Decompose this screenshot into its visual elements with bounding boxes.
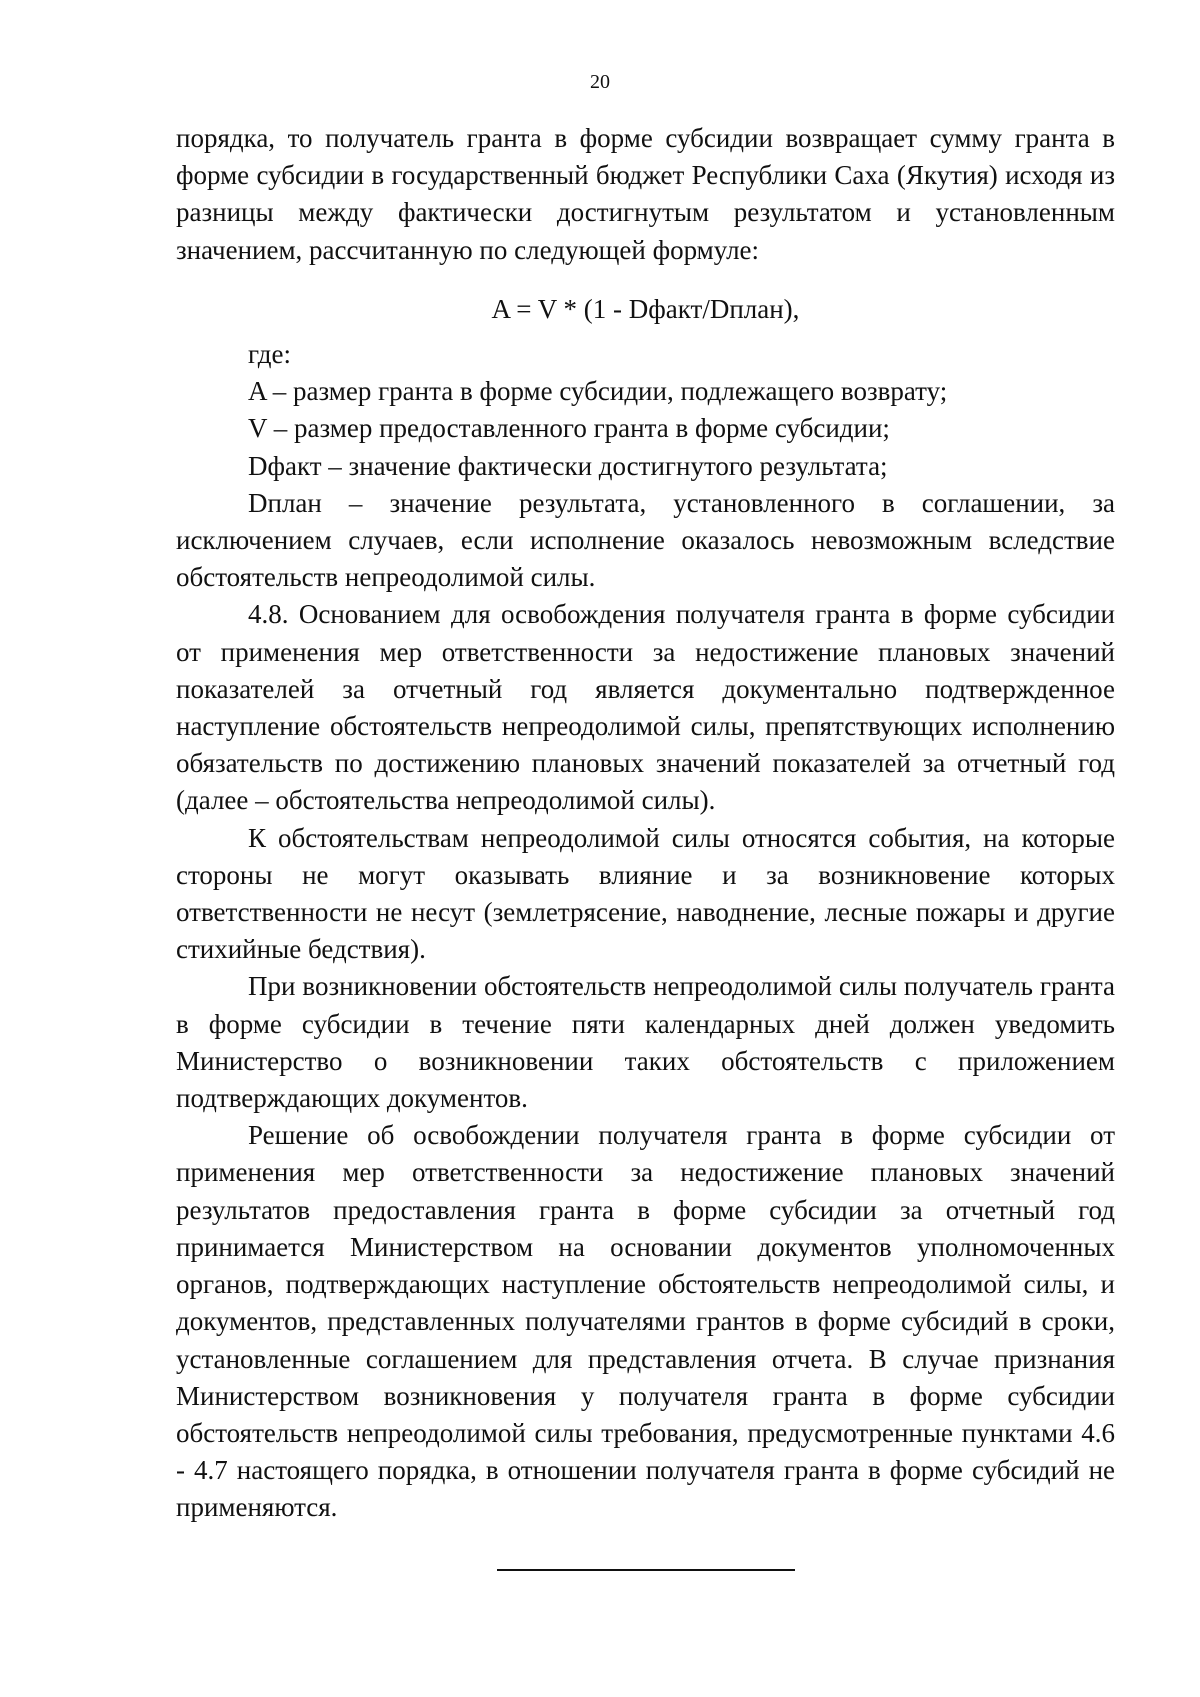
definition-d-fact: Dфакт – значение фактически достигнутого результата; (248, 450, 888, 481)
formula-where-label: где: (248, 339, 291, 370)
definition-a: A – размер гранта в форме субсидии, подлежащего возврату; (248, 376, 948, 407)
definition-d-plan: Dплан – значение результата, установленного в соглашении, за исключением случаев, если исполнение оказалось невозможным вследствие обстоятельств непреодолимой силы. (176, 487, 1115, 593)
page-number: 20 (590, 71, 610, 93)
paragraph-release-decision: Решение об освобождении получателя гранта в форме субсидии от применения мер ответственности за недостижение плановых значений результатов предоставления гранта в форме субсидии за отчетный год принимается Министерством на основании документов уполномоченных органов, подтверждающих наступление обстоятельств непреодолимой силы, и документов, представленных получателями грантов в форме субсидий в сроки, установленные соглашением для представления отчета. В случае признания Министерством возникновения у получателя гранта в форме субсидии обстоятельств непреодолимой силы требования, предусмотренные пунктами 4.6 - 4.7 настоящего порядка, в отношении получателя гранта в форме субсидий не применяются. (176, 1120, 1115, 1523)
document-body (176, 120, 1115, 1527)
paragraph-force-majeure-events: К обстоятельствам непреодолимой силы относятся события, на которые стороны не могут оказывать влияние и за возникновение которых ответственности не несут (землетрясение, наводнение, лесные пожары и другие стихийные бедствия). (176, 822, 1115, 965)
paragraph-4-8: 4.8. Основанием для освобождения получателя гранта в форме субсидии от применения мер ответственности за недостижение плановых значений показателей за отчетный год является документально подтвержденное наступление обстоятельств непреодолимой силы, препятствующих исполнению обязательств по достижению плановых значений показателей за отчетный год (далее – обстоятельства непреодолимой силы). (176, 599, 1115, 816)
return-amount-formula: A = V * (1 - Dфакт/Dплан), (491, 293, 800, 324)
paragraph-formula-intro: порядка, то получатель гранта в форме субсидии возвращает сумму гранта в форме субсидии в государственный бюджет Республики Саха (Якутия) исходя из разницы между фактически достигнутым результатом и установленным значением, рассчитанную по следующей формуле: (176, 123, 1115, 265)
closing-divider-line (497, 1569, 795, 1571)
paragraph-notification: При возникновении обстоятельств непреодолимой силы получатель гранта в форме субсидии в течение пяти календарных дней должен уведомить Министерство о возникновении таких обстоятельств с приложением подтверждающих документов. (176, 971, 1115, 1114)
definition-v: V – размер предоставленного гранта в форме субсидии; (248, 413, 890, 444)
